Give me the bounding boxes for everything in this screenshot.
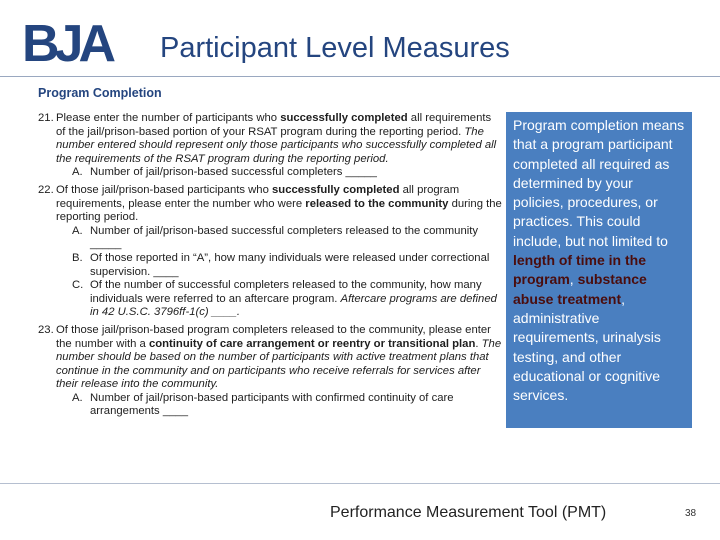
callout-text: , administrative requirements, urinalysis testing, and other educational or cognitive services. — [513, 290, 661, 404]
sub-letter: A. — [72, 224, 83, 237]
callout-text: , — [569, 271, 578, 288]
bja-logo: BJA — [22, 15, 112, 73]
question-text: Please enter the number of participants who — [56, 112, 281, 124]
question-21-sub-a — [38, 166, 502, 180]
callout-highlight: substance abuse treatment — [513, 271, 647, 307]
question-text: during the reporting period. — [56, 197, 502, 224]
footer-divider — [0, 483, 720, 484]
question-note: The number entered should represent only those participants who successfully completed all the requirements of the RSAT program during the reporting period. — [56, 125, 497, 165]
question-21 — [38, 112, 502, 166]
question-22-sub-a — [38, 225, 502, 252]
sub-text: Of the number of successful completers released to the community, how many individuals were referred to an aftercare program. — [90, 279, 482, 305]
section-title: Program Completion — [38, 86, 162, 100]
header-divider — [0, 76, 720, 77]
page-title: Participant Level Measures — [160, 32, 510, 64]
sub-letter: C. — [72, 279, 84, 292]
question-emphasis: continuity of care arrangement or reentry or transitional plan — [148, 337, 476, 350]
question-22 — [38, 184, 502, 225]
question-emphasis: successfully completed — [272, 183, 400, 196]
question-text: all requirements of the jail/prison-based portion of your RSAT program during the reporting period. — [56, 112, 492, 138]
question-number: 22. — [38, 183, 54, 196]
sub-text: Number of jail/prison-based successful completers released to the community _____ — [90, 224, 479, 251]
callout-text: Program completion means that a program participant completed all required as determined by your policies, procedures, or practices. This could include, but not limited to — [513, 117, 685, 249]
question-emphasis: successfully completed — [280, 112, 408, 124]
question-text: all program requirements, please enter the number who were — [56, 183, 460, 210]
sub-letter: A. — [72, 391, 83, 404]
question-text: Of those jail/prison-based program completers released to the community, please enter the number with a — [56, 323, 491, 350]
question-22-sub-c — [38, 279, 502, 320]
sub-text: Of those reported in “A”, how many individuals were released under correctional supervision. ____ — [90, 251, 490, 278]
question-22-sub-b — [38, 252, 502, 279]
callout-highlight: length of time in the program — [513, 252, 646, 288]
sub-letter: A. — [72, 166, 83, 179]
sub-note: Aftercare programs are defined in 42 U.S.C. 3796ff-1(c) ____. — [90, 292, 497, 319]
question-number: 23. — [38, 323, 54, 336]
question-text: . — [475, 337, 482, 350]
question-note: The number should be based on the number of participants with active treatment plans that continue in the community and on participants who receive referrals for services after their release into the community. — [56, 337, 502, 391]
sub-letter: B. — [72, 251, 83, 264]
footer-text: Performance Measurement Tool (PMT) — [330, 504, 607, 521]
question-23 — [38, 324, 502, 392]
question-text: Of those jail/prison-based participants who — [56, 183, 273, 196]
questions-list — [38, 112, 502, 419]
question-emphasis: released to the community — [305, 197, 449, 210]
question-number: 21. — [38, 112, 54, 124]
sub-text: Number of jail/prison-based successful completers _____ — [90, 166, 377, 179]
sub-text: Number of jail/prison-based participants with confirmed continuity of care arrangements ____ — [90, 391, 454, 418]
page-number: 38 — [685, 508, 697, 519]
question-23-sub-a — [38, 392, 502, 419]
definition-callout — [506, 112, 692, 428]
